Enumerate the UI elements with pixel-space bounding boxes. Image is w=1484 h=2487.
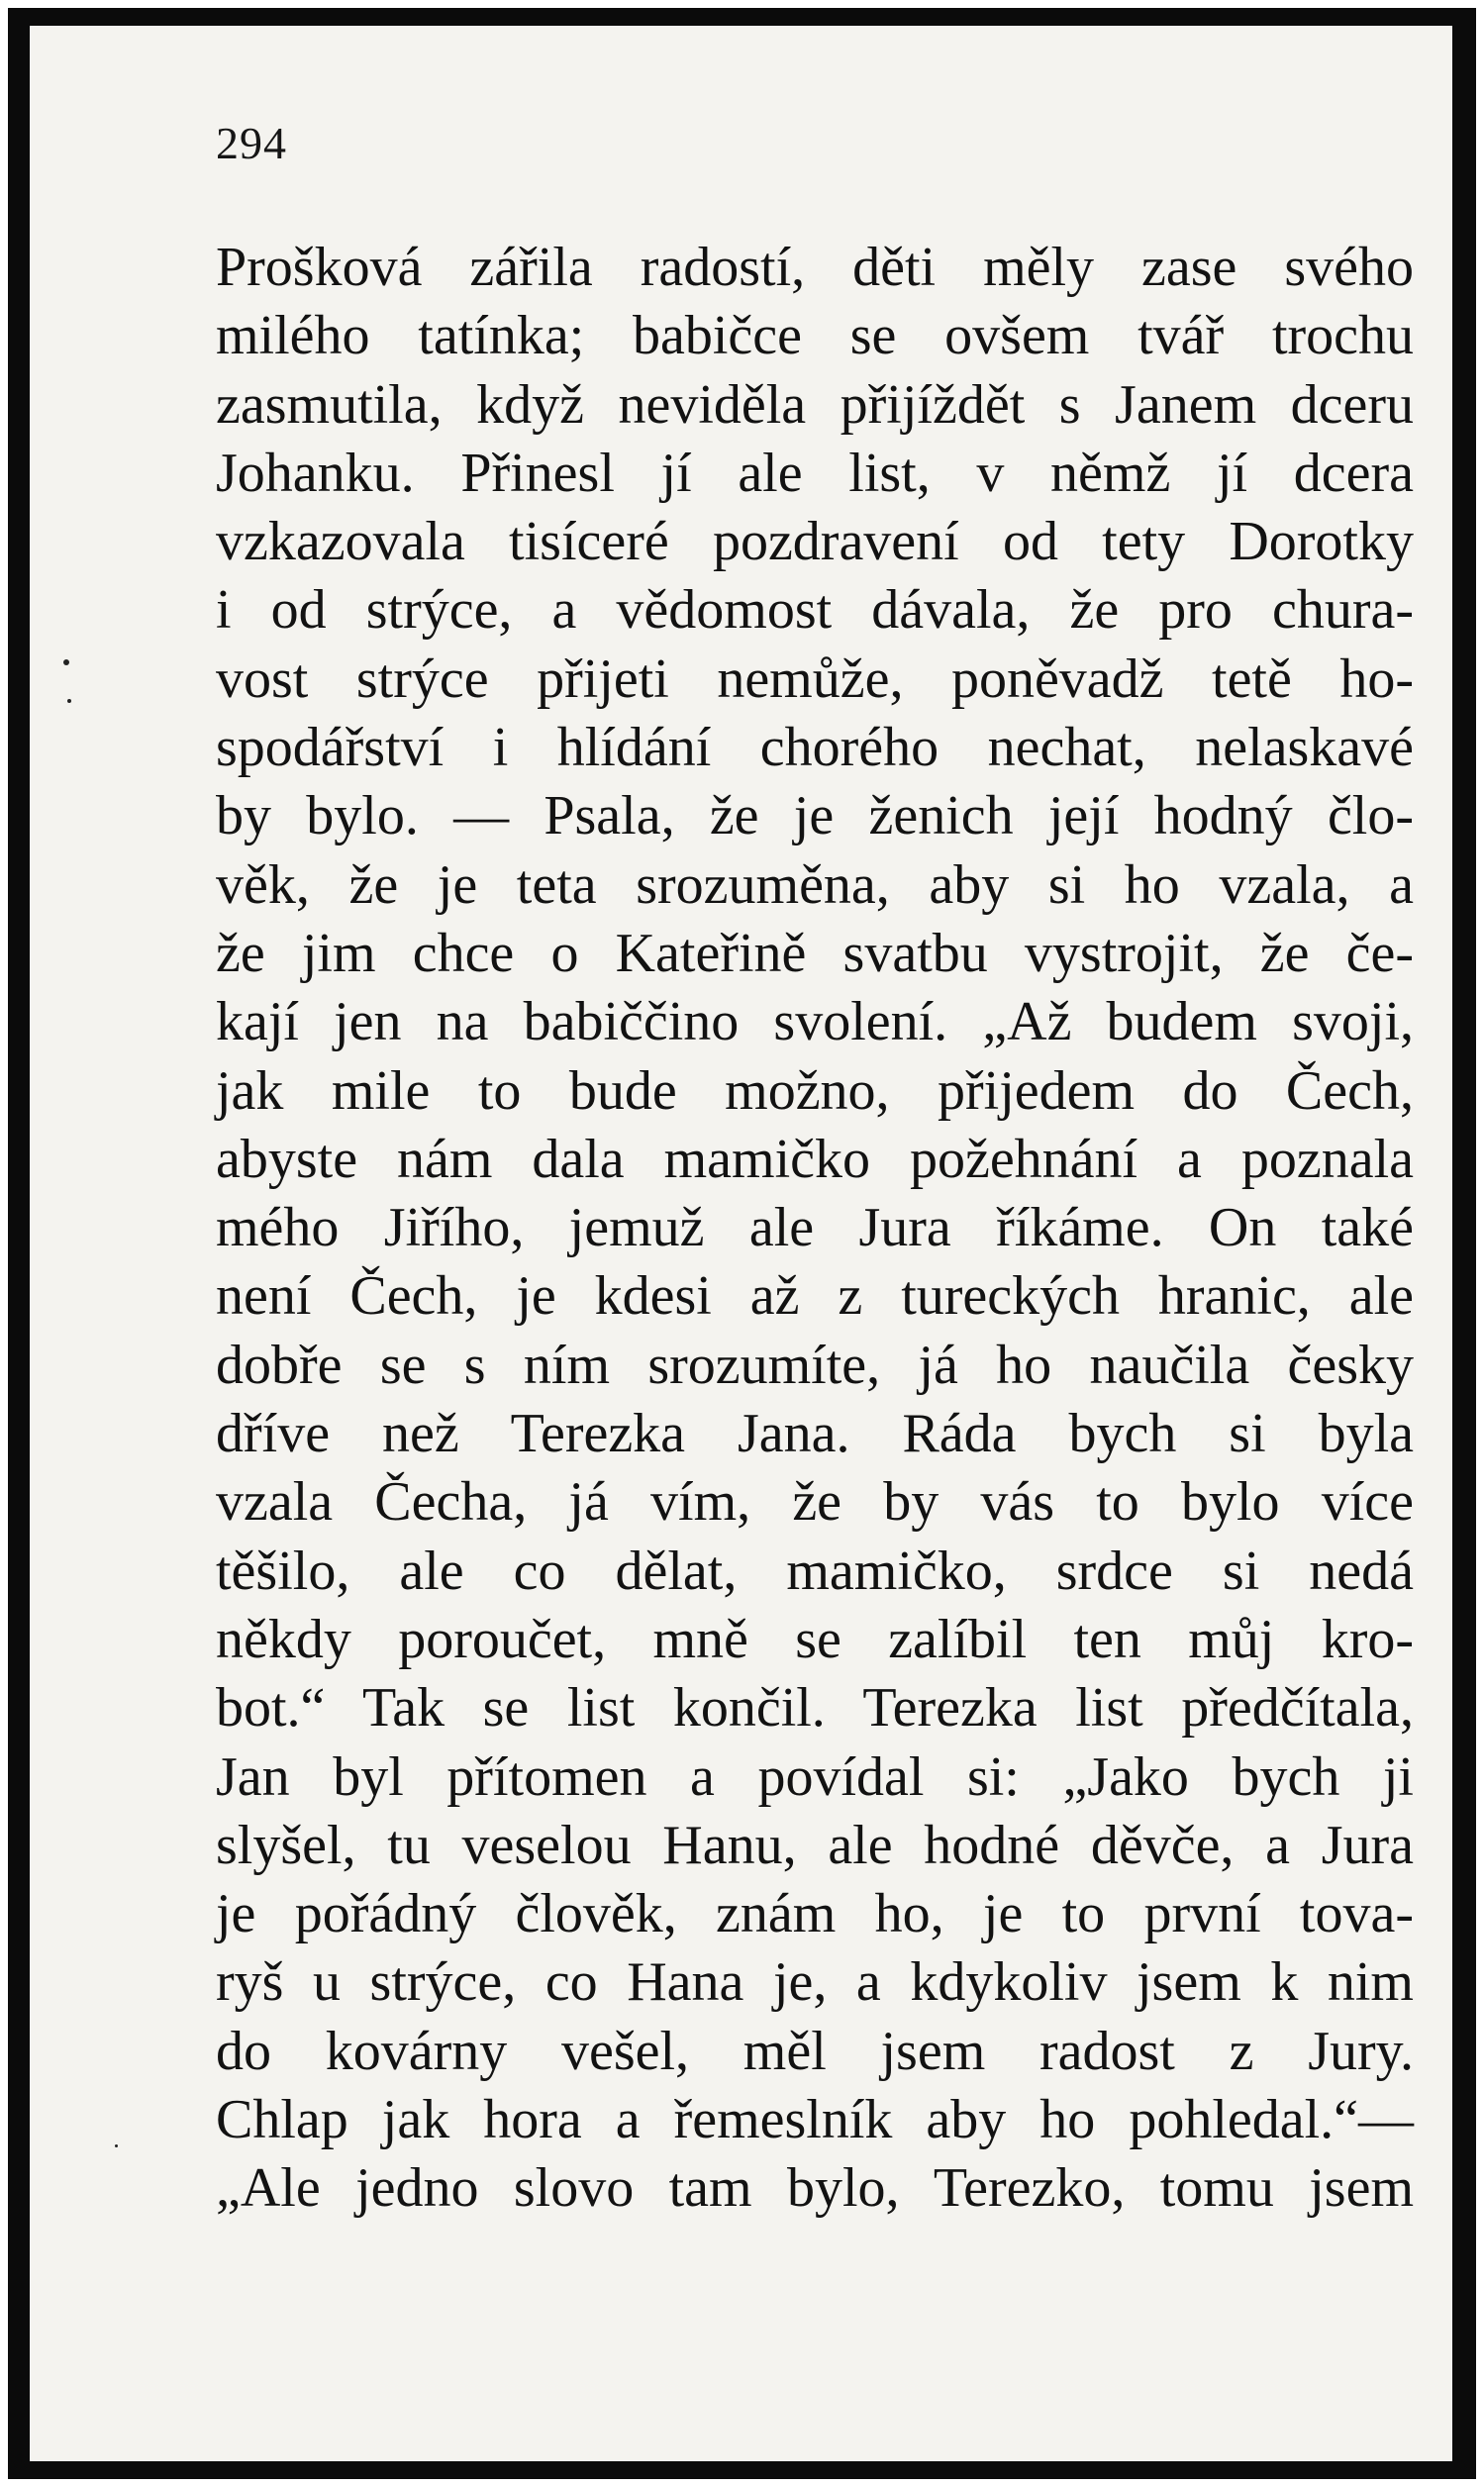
text-line: věk, že je teta srozuměna, aby si ho vzala, a (216, 853, 1414, 916)
text-line: dobře se s ním srozumíte, já ho naučila česky (216, 1334, 1414, 1396)
text-line: i od strýce, a vědomost dávala, že pro chura- (216, 579, 1414, 642)
scanned-page (8, 8, 1476, 2479)
text-line: by bylo. — Psala, že je ženich její hodný člo- (216, 785, 1414, 847)
text-line: někdy poroučet, mně se zalíbil ten můj kro- (216, 1608, 1414, 1670)
text-line: je pořádný člověk, znám ho, je to první tova- (216, 1883, 1414, 1945)
text-line: milého tatínka; babičce se ovšem tvář trochu (216, 305, 1414, 367)
text-line: těšilo, ale co dělat, mamičko, srdce si nedá (216, 1540, 1414, 1602)
text-line: není Čech, je kdesi až z tureckých hranic, ale (216, 1265, 1414, 1328)
text-line: vzala Čecha, já vím, že by vás to bylo více (216, 1471, 1414, 1534)
text-line: Prošková zářila radostí, děti měly zase svého (216, 237, 1414, 298)
page-number: 294 (216, 118, 287, 168)
text-line: dříve než Terezka Jana. Ráda bych si byla (216, 1403, 1414, 1465)
text-line: zasmutila, když neviděla přijíždět s Janem dceru (216, 373, 1414, 436)
text-line: ryš u strýce, co Hana je, a kdykoliv jsem k nim (216, 1951, 1414, 2014)
text-line: vost strýce přijeti nemůže, poněvadž tetě ho- (216, 647, 1414, 710)
text-line: vzkazovala tisíceré pozdravení od tety Dorotky (216, 511, 1414, 573)
text-line: „Ale jedno slovo tam bylo, Terezko, tomu jsem (216, 2157, 1414, 2220)
text-line: že jim chce o Kateřině svatbu vystrojit, že če- (216, 922, 1414, 984)
text-line: Johanku. Přinesl jí ale list, v němž jí dcera (216, 442, 1414, 504)
margin-speck (67, 699, 71, 703)
text-line: abyste nám dala mamičko požehnání a poznala (216, 1128, 1414, 1190)
text-line: jak mile to bude možno, přijedem do Čech, (216, 1059, 1414, 1122)
margin-speck (115, 2144, 118, 2147)
text-line: bot.“ Tak se list končil. Terezka list předčítala, (216, 1677, 1414, 1740)
body-text (216, 234, 1414, 2224)
text-line: kají jen na babiččino svolení. „Až budem svoji, (216, 991, 1414, 1053)
text-line: mého Jiřího, jemuž ale Jura říkáme. On také (216, 1197, 1414, 1259)
text-line: Chlap jak hora a řemeslník aby ho pohledal.“— (216, 2089, 1414, 2151)
text-line: Jan byl přítomen a povídal si: „Jako bych ji (216, 1745, 1414, 1808)
text-line: spodářství i hlídání chorého nechat, nelaskavé (216, 717, 1414, 779)
text-line: slyšel, tu veselou Hanu, ale hodné děvče, a Jura (216, 1814, 1414, 1876)
text-line: do kovárny vešel, měl jsem radost z Jury. (216, 2020, 1414, 2082)
margin-speck (63, 659, 69, 665)
